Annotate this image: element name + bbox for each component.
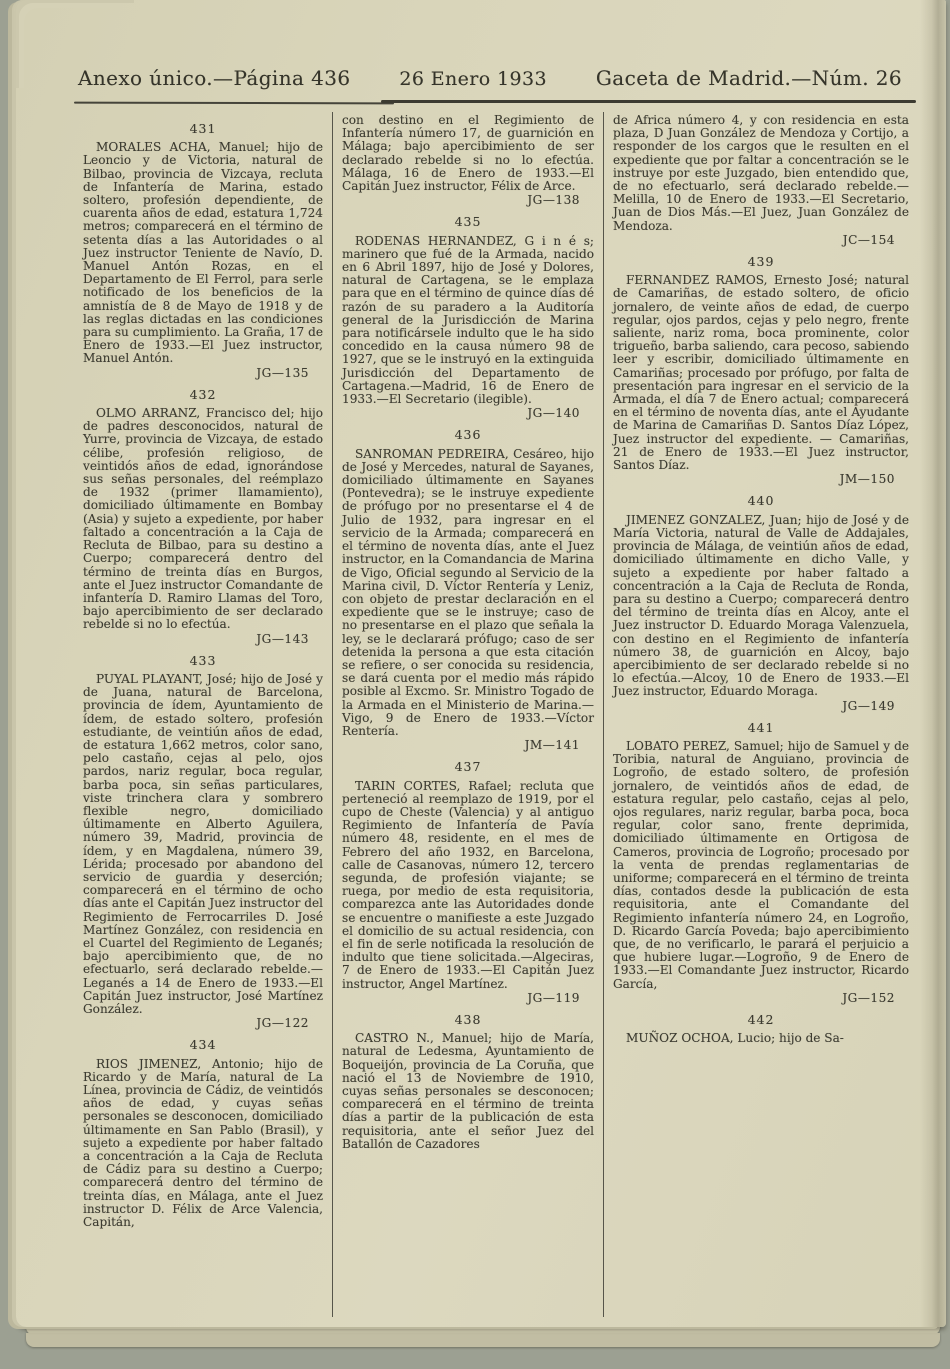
entry-paragraph: PUYAL PLAYANT, José; hijo de José y de Juana, natural de Barcelona, provincia de ídem, Ayuntamiento de ídem, de estado soltero, profesión estudiante, de veintiún años de edad, de estatura 1,662 metros, color sano, pelo castaño, cejas al pelo, ojos pardos, nariz regular, boca regular, barba poca, sin señas particulares, viste trinchera clara y sombrero flexible negro, domiciliado últimamente en Alberto Aguilera, número 39, Madrid, provincia de ídem, y en Magdalena, número 39, Lérida; procesado por abandono del servicio de guardia y deserción; comparecerá en el término de ocho días ante el Capitán Juez instructor del Regimiento de Ferrocarriles D. José Martínez González, con residencia en el Cuartel del Regimiento de Leganés; bajo apercibimiento que, de no efectuarlo, será declarado rebelde.—Leganés a 14 de Enero de 1933.—El Capitán Juez instructor, José Martínez González.	[83, 671, 323, 1016]
entry-number: 432	[189, 386, 217, 402]
text-column-2	[332, 112, 603, 1317]
entry-paragraph: FERNANDEZ RAMOS, Ernesto José; natural de Camariñas, de estado soltero, de oficio jornalero, de veinte años de edad, de cuerpo regular, ojos pardos, cejas y pelo negro, frente saliente, nariz roma, boca prominente, color trigueño, barba saliendo, cara pecoso, sabiendo leer y escribir, domiciliado últimamente en Camariñas; procesado por prófugo, por falta de presentación para ingresar en el servicio de la Armada, el día 7 de Enero actual; comparecerá en el término de noventa días, ante el Ayudante de Marina de Camariñas D. Santos Díaz López, Juez instructor del expediente. — Camariñas, 21 de Enero de 1933.—El Juez instructor, Santos Díaz.	[613, 273, 909, 473]
entry-code: JG—152	[842, 990, 895, 1005]
entry-code: JG—122	[256, 1016, 309, 1031]
entry-paragraph: LOBATO PEREZ, Samuel; hijo de Samuel y de Toribia, natural de Anguiano, provincia de Logroño, de estado soltero, de profesión jornalero, de veintidós años de edad, de estatura regular, pelo castaño, cejas al pelo, ojos regulares, nariz regular, barba poca, boca regular, color sano, frente deprimida, domiciliado últimamente en Ortigosa de Cameros, provincia de Logroño; procesado por la venta de prendas reglamentarias de uniforme; comparecerá en el término de treinta días, contados desde la publicación de esta requisitoria, ante el Comandante del Regimiento infantería número 24, en Logroño, D. Ricardo García Poveda; bajo apercibimiento que, de no verificarlo, le parará el perjuicio a que hubiere lugar.—Logroño, 9 de Enero de 1933.—El Comandante Juez instructor, Ricardo García,	[613, 738, 909, 991]
entry-number: 434	[189, 1037, 217, 1053]
entry-number: 437	[454, 759, 482, 775]
entry-paragraph: MORALES ACHA, Manuel; hijo de Leoncio y de Victoria, natural de Bilbao, provincia de Vizcaya, recluta de Infantería de Marina, estado soltero, profesión dependiente, de cuarenta años de edad, estatura 1,724 metros; comparecerá en el término de setenta días a las Autoridades o al Juez instructor Teniente de Navío, D. Manuel Antón Rozas, en el Departamento de El Ferrol, para serle notificado de los beneficios de la amnistía de 8 de Mayo de 1918 y de las reglas dictadas en las condiciones para su cumplimiento. La Graña, 17 de Enero de 1933.—El Juez instructor, Manuel Antón.	[83, 140, 323, 366]
publication-title: Gaceta de Madrid.—Núm. 26	[595, 66, 902, 90]
entry-number: 441	[747, 719, 775, 735]
entry-number: 438	[454, 1012, 482, 1027]
entry-number: 440	[747, 493, 775, 509]
entry-code: JG—138	[527, 193, 580, 208]
text-column-3	[603, 112, 918, 1317]
entry-code: JG—140	[527, 406, 580, 421]
entry-number: 436	[454, 427, 482, 443]
entry-paragraph: RODENAS HERNANDEZ, G i n é s; marinero que fué de la Armada, nacido en 6 Abril 1897, hijo de José y Dolores, natural de Cartagena, se le emplaza para que en el término de quince días dé razón de su paradero a la Auditoría general de la Jurisdicción de Marina para notificársele indulto que le ha sido concedido en la causa número 98 de 1927, que se le instruyó en la extinguida Jurisdicción del Departamento de Cartagena.—Madrid, 16 de Enero de 1933.—El Secretario (ilegible).	[342, 233, 594, 407]
entry-paragraph: MUÑOZ OCHOA, Lucio; hijo de Sa-	[626, 1031, 844, 1046]
entry-code: JM—150	[839, 472, 895, 487]
header-divider	[74, 100, 916, 104]
entry-paragraph: CASTRO N., Manuel; hijo de María, natural de Ledesma, Ayuntamiento de Boqueijón, provincia de La Coruña, que nació el 13 de Noviembre de 1910, cuyas señas personales se desconocen; comparecerá en el término de treinta días a partir de la publicación de esta requisitoria, ante el señor Juez del Batallón de Cazadores	[342, 1031, 594, 1151]
issue-date: 26 Enero 1933	[399, 68, 548, 90]
entry-number: 439	[747, 254, 775, 270]
underlying-sheet-edge	[26, 1333, 940, 1347]
header-divider-thin	[74, 102, 394, 105]
gazette-page	[16, 0, 946, 1327]
entry-code: JC—154	[842, 232, 895, 247]
entry-number: 442	[747, 1012, 775, 1027]
entry-paragraph: SANROMAN PEDREIRA, Cesáreo, hijo de José y Mercedes, natural de Sayanes, domiciliado últimamente en Sayanes (Pontevedra); se le instruye expediente de prófugo por no presentarse el 4 de Julio de 1932, para ingresar en el servicio de la Armada; comparecerá en el término de noventa días, ante el Juez instructor, en la Comandancia de Marina de Vigo, Oficial segundo al Servicio de la Marina civil, D. Víctor Rentería y Leniz, con objeto de prestar declaración en el expediente que se le instruye; caso de no presentarse en el plazo que señala la ley, se le declarará prófugo; caso de ser detenida la persona a que esta citación se refiere, o ser conocida su residencia, se dará cuenta por el medio más rápido posible al Excmo. Sr. Ministro Togado de la Armada en el Ministerio de Marina.—Vigo, 9 de Enero de 1933.—Víctor Rentería.	[342, 446, 594, 738]
entry-paragraph: RIOS JIMENEZ, Antonio; hijo de Ricardo y de María, natural de La Línea, provincia de Cádiz, de veintidós años de edad, y cuyas señas personales se desconocen, domiciliado últimamente en San Pablo (Brasil), y sujeto a expediente por haber faltado a concentración a la Caja de Recluta de Cádiz para su destino a Cuerpo; comparecerá dentro del término de treinta días, en Málaga, ante el Juez instructor D. Félix de Arce Valencia, Capitán,	[83, 1056, 323, 1230]
entry-number: 433	[189, 652, 217, 668]
text-columns	[74, 112, 918, 1317]
annex-page-label: Anexo único.—Página 436	[78, 66, 351, 90]
entry-continuation: de Africa número 4, y con residencia en esta plaza, D Juan González de Mendoza y Cortijo, a responder de los cargos que le resulten en el expediente que por faltar a concentración se le instruye por este Juzgado, bien entendido que, de no efectuarlo, será declarado rebelde.—Melilla, 10 de Enero de 1933.—El Secretario, Juan de Dios Más.—El Juez, Juan González de Mendoza.	[613, 113, 909, 233]
entry-code: JG—135	[256, 365, 309, 380]
entry-code: JG—149	[842, 698, 895, 713]
entry-code: JG—119	[527, 990, 580, 1005]
entry-paragraph: TARIN CORTES, Rafael; recluta que perteneció al reemplazo de 1919, por el cupo de Cheste (Valencia) y al antiguo Regimiento de Infantería de Pavía número 48, residente, en el mes de Febrero del año 1932, en Barcelona, calle de Casanovas, número 12, tercero segunda, de profesión viajante; se ruega, por medio de esta requisitoria, comparezca ante las Autoridades donde se encuentre o manifieste a este Juzgado el domicilio de su actual residencia, con el fin de serle notificada la resolución de indulto que tiene solicitada.—Algeciras, 7 de Enero de 1933.—El Capitán Juez instructor, Angel Martínez.	[342, 778, 594, 991]
header-divider-thick	[381, 100, 916, 103]
entry-code: JM—141	[524, 738, 580, 753]
entry-paragraph: OLMO ARRANZ, Francisco del; hijo de padres desconocidos, natural de Yurre, provincia de Vizcaya, de estado célibe, profesión religioso, de veintidós años de edad, ignorándose sus señas personales, del reémplazo de 1932 (primer llamamiento), domiciliado últimamente en Bombay (Asia) y sujeto a expediente, por haber faltado a concentración a la Caja de Recluta de Bilbao, para su destino a Cuerpo; comparecerá dentro del término de treinta días en Burgos, ante el Juez instructor Comandante de infantería D. Ramiro Llamas del Toro, bajo apercibimiento de ser declarado rebelde si no lo efectúa.	[83, 406, 323, 632]
entry-continuation: con destino en el Regimiento de Infantería número 17, de guarnición en Málaga; bajo apercibimiento de ser declarado rebelde si no lo efectúa. Málaga, 16 de Enero de 1933.—El Capitán Juez instructor, Félix de Arce.	[342, 113, 594, 194]
entry-number: 435	[454, 214, 482, 230]
page-header	[78, 66, 902, 90]
entry-code: JG—143	[256, 631, 309, 646]
text-column-1	[74, 112, 332, 1317]
entry-paragraph: JIMENEZ GONZALEZ, Juan; hijo de José y de María Victoria, natural de Valle de Addajales, provincia de Málaga, de veintiún años de edad, domiciliado últimamente en dicho Valle, y sujeto a expediente por haber faltado a concentración a la Caja de Recluta de Ronda, para su destino a Cuerpo; comparecerá dentro del término de treinta días en Alcoy, ante el Juez instructor D. Eduardo Moraga Valenzuela, con destino en el Regimiento de infantería número 38, de guarnición en Alcoy, bajo apercibimiento de ser declarado rebelde si no lo efectúa.—Alcoy, 10 de Enero de 1933.—El Juez instructor, Eduardo Moraga.	[613, 512, 909, 699]
entry-number: 431	[189, 121, 217, 136]
